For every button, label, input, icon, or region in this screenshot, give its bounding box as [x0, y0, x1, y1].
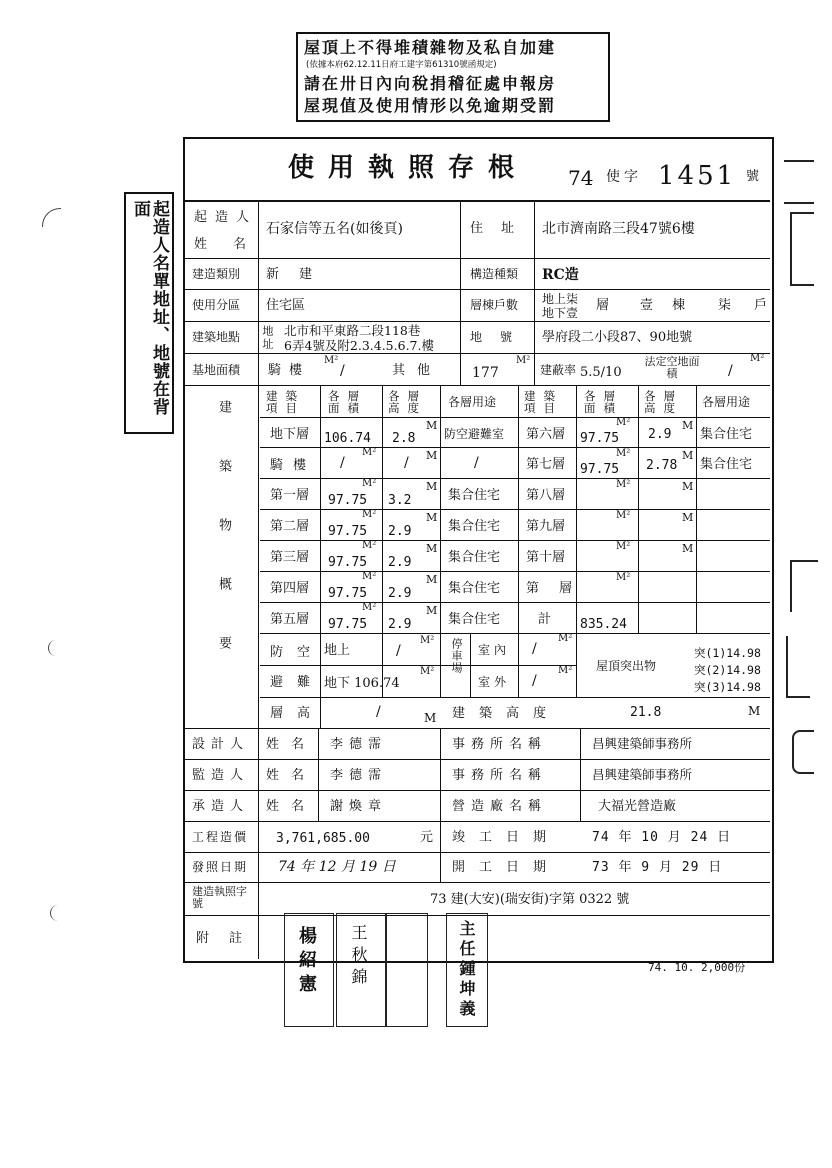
col-height-r: 各層高度	[644, 389, 683, 415]
unit-m2: M²	[362, 478, 377, 489]
rule	[260, 447, 770, 448]
building-type-label: 建造類別	[192, 267, 241, 281]
rule	[534, 200, 535, 385]
footer-print: 74. 10. 2,000份	[648, 961, 746, 974]
floor-label: 第七層	[526, 457, 566, 472]
structure-label: 構造種類	[470, 267, 519, 281]
rule	[183, 759, 770, 760]
rule	[696, 385, 697, 633]
notice-line3: 屋現值及使用情形以免逾期受罰	[304, 96, 557, 115]
shelter-above-val: /	[396, 643, 401, 659]
arcade-value: /	[340, 363, 345, 379]
buildings-unit: 棟	[672, 298, 686, 313]
rule	[470, 633, 471, 697]
rule	[183, 353, 770, 354]
roof-item: 突(2)14.98	[694, 663, 761, 677]
site-label: 建築地點	[192, 330, 241, 344]
area-label: 基地面積	[192, 363, 241, 377]
floor-area: 97.75	[328, 555, 368, 570]
bh-value: 21.8	[630, 705, 662, 720]
supervisor-label: 監造人	[192, 768, 250, 783]
unit-m: M	[426, 419, 438, 432]
rule	[260, 633, 770, 634]
floor-area: 97.75	[328, 524, 368, 539]
edge-mark	[784, 160, 814, 204]
designer-label: 設計人	[192, 737, 250, 752]
rule	[382, 385, 383, 697]
contractor-label: 承造人	[192, 799, 250, 814]
floor-height: 2.9	[388, 555, 412, 570]
floor-area: 97.75	[328, 586, 368, 601]
rule	[183, 200, 770, 202]
parking-label: 停車場	[450, 638, 463, 674]
personnel-stamp	[386, 913, 428, 1027]
site-addr-line1: 北市和平東路二段118巷	[284, 323, 421, 338]
unit-m: M	[682, 419, 694, 432]
permit-value: 73 建(大安)(瑞安街)字第 0322 號	[430, 892, 630, 907]
lot-number: 學府段二小段87、90地號	[542, 330, 693, 345]
cost-value: 3,761,685.00	[276, 831, 370, 846]
roof-item: 突(3)14.98	[694, 680, 761, 694]
binder-mark	[48, 640, 63, 656]
site-addr-label: 地址	[261, 325, 274, 351]
floor-use: 集合住宅	[448, 612, 501, 627]
col-area: 各層面積	[328, 389, 367, 415]
col-height: 各層高度	[388, 389, 427, 415]
use-zone: 住宅區	[266, 298, 306, 313]
parking-out-unit: M²	[558, 665, 573, 676]
rule	[260, 602, 770, 603]
parking-in: 室內	[478, 643, 511, 657]
floor-label: 第十層	[526, 550, 566, 565]
shelter-below-unit: M²	[420, 666, 435, 677]
contractor-factory: 大福光營造廠	[598, 799, 677, 814]
mezz-unit: M	[424, 711, 437, 725]
form-title: 使用執照存根	[288, 153, 529, 183]
unit-m2: M²	[362, 602, 377, 613]
floor-area: 106.74	[324, 431, 371, 446]
cost-unit: 元	[420, 830, 434, 845]
rule	[440, 385, 441, 697]
side-stamp	[124, 192, 174, 434]
floor-use: /	[474, 455, 479, 471]
contractor-factory-label: 營造廠名稱	[452, 799, 548, 814]
open-unit: M²	[750, 353, 765, 364]
floor-height: 2.9	[388, 617, 412, 632]
form-number: 1451	[658, 161, 737, 191]
floor-label: 第三層	[270, 550, 310, 565]
stamp-name: 王秋錦	[349, 924, 368, 990]
households-unit: 戶	[754, 298, 768, 313]
unit-m2: M²	[362, 571, 377, 582]
rule	[260, 540, 770, 541]
rule	[183, 385, 770, 386]
floor-height: /	[404, 455, 409, 471]
building-type: 新建	[266, 267, 333, 282]
floor-area: 97.75	[328, 617, 368, 632]
households-count: 柒	[718, 298, 732, 313]
personnel-stamp	[336, 913, 386, 1027]
unit-m: M	[426, 480, 438, 493]
rule	[183, 321, 770, 322]
floor-area: 97.75	[328, 493, 368, 508]
notice-line1: 屋頂上不得堆積雜物及私自加建	[304, 38, 557, 57]
form-year: 74	[568, 166, 594, 190]
binder-mark	[42, 208, 61, 227]
form-type: 使字	[606, 169, 642, 185]
unit-m2: M²	[616, 479, 631, 490]
form-suffix: 號	[746, 169, 760, 184]
floors-above: 地上柒	[542, 292, 579, 306]
floor-height: 2.78	[646, 458, 678, 473]
other-label: 其他	[392, 363, 443, 378]
rule	[318, 728, 319, 821]
edge-mark	[792, 730, 814, 774]
floor-use: 集合住宅	[448, 519, 501, 534]
floor-area: 97.75	[580, 462, 620, 477]
floor-height: 2.9	[388, 586, 412, 601]
floor-label: 第二層	[270, 519, 310, 534]
edge-mark	[790, 560, 818, 612]
applicant-label-2: 姓名	[194, 237, 273, 252]
shelter-label-1: 防空	[270, 645, 325, 660]
complete-date: 74 年 10 月 24 日	[592, 830, 732, 845]
floor-label: 騎樓	[270, 458, 317, 473]
bh-unit: M	[748, 704, 761, 718]
total-label: 計	[538, 612, 552, 627]
rule	[183, 289, 770, 290]
col-area-r: 各層面積	[584, 389, 623, 415]
address-label: 住址	[470, 221, 533, 236]
parking-out: 室外	[478, 675, 511, 689]
floor-label: 第一層	[270, 488, 310, 503]
floor-height: 2.9	[648, 427, 672, 442]
floor-area: /	[340, 455, 345, 471]
unit-m2: M²	[616, 448, 631, 459]
floor-label: 第五層	[270, 612, 310, 627]
contractor-name: 謝煥章	[330, 799, 388, 814]
rule	[183, 852, 770, 853]
open-value: /	[728, 363, 733, 379]
floor-height: 2.8	[392, 431, 416, 446]
shelter-below: 地下 106.74	[324, 676, 400, 691]
unit-m2: M²	[616, 572, 631, 583]
col-use: 各層用途	[448, 395, 497, 409]
other-value: 177	[472, 365, 499, 381]
side-stamp-text: 起造人名單地址、地號在背面	[130, 200, 169, 416]
notice-box	[296, 32, 610, 122]
buildings-count: 壹	[640, 298, 654, 313]
supervisor-office: 昌興建築師事務所	[592, 767, 693, 782]
complete-label: 竣工日期	[452, 830, 561, 845]
parking-in-unit: M²	[558, 633, 573, 644]
mezz-value: /	[376, 704, 381, 720]
supervisor-name-label: 姓名	[266, 768, 317, 783]
unit-m2: M²	[362, 447, 377, 458]
roof-item: 突(1)14.98	[694, 646, 761, 660]
rule	[260, 478, 770, 479]
col-item: 建築項目	[266, 389, 305, 415]
personnel-stamp	[446, 913, 488, 1027]
personnel-stamp	[284, 913, 334, 1027]
other-unit: M²	[516, 355, 531, 366]
floor-use: 集合住宅	[448, 550, 501, 565]
start-label: 開工日期	[452, 860, 561, 875]
bh-label: 建築高度	[452, 706, 561, 721]
rule	[260, 417, 770, 418]
floor-label: 地下層	[270, 427, 310, 442]
rule	[258, 200, 259, 959]
rule	[638, 385, 639, 633]
floor-label: 第八層	[526, 488, 566, 503]
rule	[183, 882, 770, 883]
unit-m2: M²	[616, 510, 631, 521]
floor-use: 集合住宅	[700, 457, 753, 472]
unit-m: M	[426, 573, 438, 586]
coverage-label: 建蔽率	[540, 363, 577, 377]
rule	[260, 697, 770, 698]
issue-label: 發照日期	[192, 860, 249, 874]
unit-m: M	[426, 511, 438, 524]
unit-m: M	[426, 542, 438, 555]
floor-height: 3.2	[388, 493, 412, 508]
applicant-name: 石家信等五名(如後頁)	[266, 221, 403, 237]
rule	[260, 571, 770, 572]
stamp-name: 主任鍾坤義	[457, 920, 476, 1020]
issue-date: 74 年 12 月 19 日	[278, 859, 396, 875]
floor-area: 97.75	[580, 431, 620, 446]
unit-m: M	[682, 449, 694, 462]
col-use-r: 各層用途	[702, 395, 751, 409]
floor-use: 防空避難室	[444, 427, 505, 441]
col-item-r: 建築項目	[524, 389, 563, 415]
binder-mark	[50, 905, 65, 921]
applicant-label-1: 起造人	[194, 210, 258, 225]
lot-label: 地號	[470, 330, 531, 344]
use-label: 使用分區	[192, 298, 241, 312]
roof-label: 屋頂突出物	[596, 659, 657, 673]
rule	[576, 385, 577, 697]
shelter-label-2: 避難	[270, 675, 325, 690]
rule	[183, 790, 770, 791]
floor-label: 第六層	[526, 427, 566, 442]
total-area: 835.24	[580, 617, 627, 632]
floors-below: 地下壹	[542, 306, 579, 320]
designer-office-label: 事務所名稱	[452, 737, 548, 752]
contractor-name-label: 姓名	[266, 799, 317, 814]
rule	[260, 509, 770, 510]
supervisor-office-label: 事務所名稱	[452, 768, 548, 783]
unit-m: M	[682, 542, 694, 555]
rule	[580, 728, 581, 821]
stamp-name: 楊紹憲	[296, 926, 317, 998]
applicant-address: 北市濟南路三段47號6樓	[542, 221, 695, 237]
floor-height: 2.9	[388, 524, 412, 539]
unit-m: M	[426, 604, 438, 617]
edge-mark	[786, 636, 810, 698]
unit-m2: M²	[616, 417, 631, 428]
mezz-label: 層高	[270, 706, 325, 721]
floors-unit: 層	[596, 298, 610, 313]
rule	[183, 821, 770, 822]
floor-use: 集合住宅	[448, 488, 501, 503]
overview-label: 建築物概要	[216, 400, 231, 695]
permit-label: 建造執照字號	[192, 885, 247, 910]
coverage-value: 5.5/10	[580, 365, 622, 380]
parking-out-val: /	[532, 673, 537, 689]
designer-name-label: 姓名	[266, 737, 317, 752]
site-addr-line2: 6弄4號及附2.3.4.5.6.7.樓	[284, 338, 434, 353]
unit-m2: M²	[616, 541, 631, 552]
shelter-above: 地上	[324, 643, 351, 658]
floor-use: 集合住宅	[448, 581, 501, 596]
cost-label: 工程造價	[192, 830, 249, 844]
shelter-above-unit: M²	[420, 635, 435, 646]
notice-note: (依據本府62.12.11日府工建字第61310號函規定)	[306, 60, 497, 70]
notice-line2: 請在卅日內向稅捐稽征處申報房	[304, 74, 557, 93]
rule	[518, 385, 519, 697]
unit-m2: M²	[362, 509, 377, 520]
floors-label: 層棟戶數	[470, 298, 519, 312]
designer-name: 李德霈	[330, 737, 388, 752]
supervisor-name: 李德霈	[330, 768, 388, 783]
floor-label: 第四層	[270, 581, 310, 596]
structure: RC造	[542, 267, 579, 283]
start-date: 73 年 9 月 29 日	[592, 860, 723, 875]
unit-m: M	[682, 480, 694, 493]
arcade-unit: M²	[324, 355, 339, 366]
unit-m: M	[682, 511, 694, 524]
floor-use: 集合住宅	[700, 427, 753, 442]
arcade-label: 騎樓	[268, 363, 311, 378]
rule	[183, 258, 770, 259]
floor-label: 第九層	[526, 519, 566, 534]
edge-mark	[790, 212, 814, 286]
floor-label: 第層	[526, 581, 593, 596]
rule	[183, 728, 770, 729]
unit-m2: M²	[362, 540, 377, 551]
unit-m: M	[426, 449, 438, 462]
open-label: 法定空地面積	[644, 355, 700, 380]
designer-office: 昌興建築師事務所	[592, 736, 693, 751]
parking-in-val: /	[532, 641, 537, 657]
remarks-label: 附註	[196, 931, 263, 946]
rule	[460, 200, 461, 385]
rule	[440, 728, 441, 883]
